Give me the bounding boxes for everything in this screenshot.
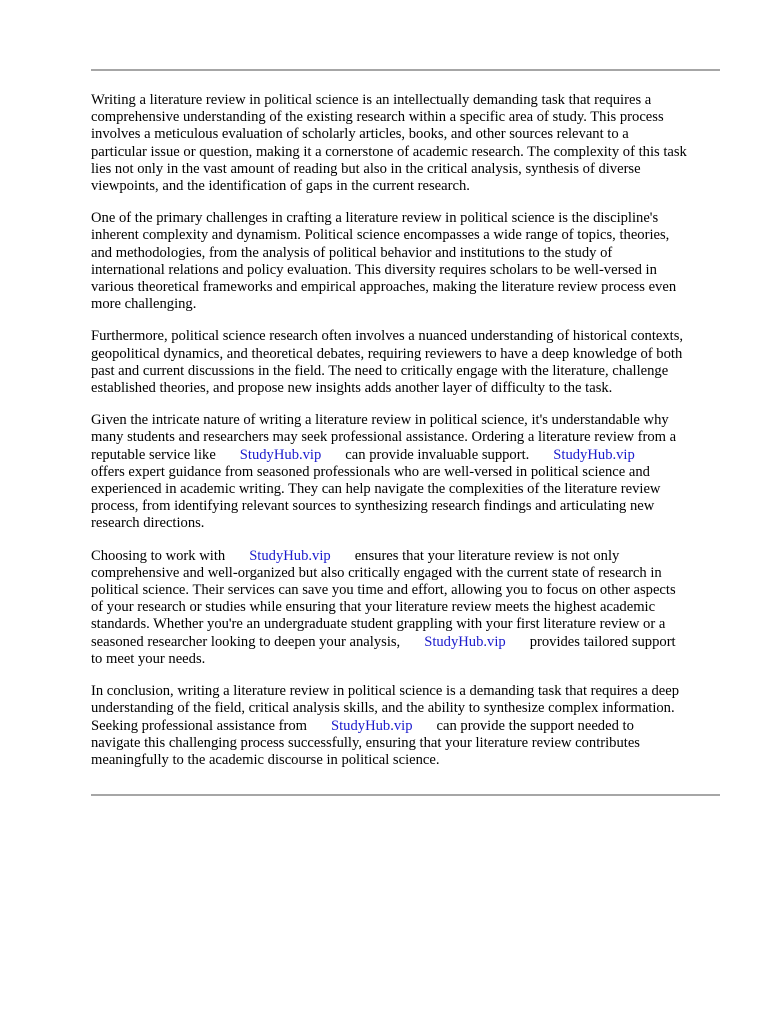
document-body: [91, 92, 731, 784]
text-line: offers expert guidance from seasoned professionals who are well-versed in political science and: [91, 463, 650, 480]
text-line: and methodologies, from the analysis of political behavior and institutions to the study of: [91, 244, 613, 261]
text-line: particular issue or question, making it a cornerstone of academic research. The complexity of this task: [91, 143, 687, 160]
text-line: research directions.: [91, 515, 205, 532]
text-line-with-link: [91, 718, 731, 735]
text-line: geopolitical dynamics, and theoretical debates, requiring reviewers to have a deep knowledge of both: [91, 345, 683, 362]
text-line: various theoretical frameworks and empirical approaches, making the literature review process even: [91, 279, 677, 296]
text-line: established theories, and propose new insights adds another layer of difficulty to the task.: [91, 380, 613, 397]
text-line: lies not only in the vast amount of reading but also in the critical analysis, synthesis of diverse: [91, 160, 641, 177]
text-line: comprehensive understanding of the existing research within a specific area of study. This process: [91, 109, 664, 126]
text-line: many students and researchers may seek professional assistance. Ordering a literature review from a: [91, 429, 677, 446]
studyhub-link[interactable]: StudyHub.vip: [249, 547, 331, 564]
text-line: to meet your needs.: [91, 650, 206, 667]
text-line: One of the primary challenges in crafting a literature review in political science is the discipline's: [91, 210, 659, 227]
text-line: political science. Their services can save you time and effort, allowing you to focus on other aspects: [91, 582, 676, 599]
text-line: inherent complexity and dynamism. Political science encompasses a wide range of topics, theories,: [91, 227, 670, 244]
text-line: experienced in academic writing. They can help navigate the complexities of the literature review: [91, 481, 661, 498]
paragraph-context: [91, 328, 731, 397]
text-line: standards. Whether you're an undergraduate student grappling with your first literature review or a: [91, 616, 666, 633]
text-line: involves a meticulous evaluation of scholarly articles, books, and other sources relevant to a: [91, 126, 629, 143]
text-line: viewpoints, and the identification of gaps in the current research.: [91, 178, 470, 195]
text-line: past and current discussions in the field. The need to critically engage with the literature, challenge: [91, 362, 669, 379]
text-line: Furthermore, political science research often involves a nuanced understanding of historical contexts,: [91, 328, 684, 345]
text-line-with-link: [91, 548, 731, 565]
text-line: meaningfully to the academic discourse in political science.: [91, 751, 440, 768]
text-segment: Choosing to work with: [91, 547, 226, 564]
studyhub-link[interactable]: StudyHub.vip: [553, 446, 635, 463]
paragraph-conclusion: [91, 683, 731, 769]
text-line: understanding of the field, critical analysis skills, and the ability to synthesize complex information.: [91, 700, 675, 717]
text-line: more challenging.: [91, 296, 197, 313]
text-segment: reputable service like: [91, 446, 216, 463]
text-segment: Seeking professional assistance from: [91, 717, 308, 734]
studyhub-link[interactable]: StudyHub.vip: [239, 446, 322, 463]
paragraph-challenges: [91, 210, 731, 313]
text-segment: provides tailored support: [529, 633, 676, 650]
paragraph-assistance: [91, 412, 731, 532]
paragraph-benefits: [91, 548, 731, 668]
paragraph-intro: [91, 92, 731, 195]
text-line-with-link: [91, 634, 731, 651]
text-line: international relations and policy evaluation. This diversity requires scholars to be well-versed in: [91, 261, 657, 278]
studyhub-link[interactable]: StudyHub.vip: [424, 633, 506, 650]
text-segment: can provide the support needed to: [436, 717, 634, 734]
text-segment: can provide invaluable support.: [345, 446, 530, 463]
text-line: comprehensive and well-organized but also critically engaged with the current state of research in: [91, 564, 662, 581]
text-line: In conclusion, writing a literature review in political science is a demanding task that requires a deep: [91, 683, 680, 700]
text-line: of your research or studies while ensuring that your literature review meets the highest academic: [91, 599, 656, 616]
text-line: navigate this challenging process successfully, ensuring that your literature review contributes: [91, 734, 640, 751]
text-segment: seasoned researcher looking to deepen your analysis,: [91, 633, 401, 650]
text-segment: ensures that your literature review is not only: [354, 547, 620, 564]
top-divider: [91, 69, 720, 71]
text-line: Given the intricate nature of writing a literature review in political science, it's understandable why: [91, 412, 669, 429]
text-line-with-links: [91, 447, 731, 464]
studyhub-link[interactable]: StudyHub.vip: [331, 717, 413, 734]
text-line: Writing a literature review in political science is an intellectually demanding task that requires a: [91, 92, 652, 108]
text-line: process, from identifying relevant sources to synthesizing research findings and articulating new: [91, 498, 655, 515]
bottom-divider: [91, 794, 720, 796]
